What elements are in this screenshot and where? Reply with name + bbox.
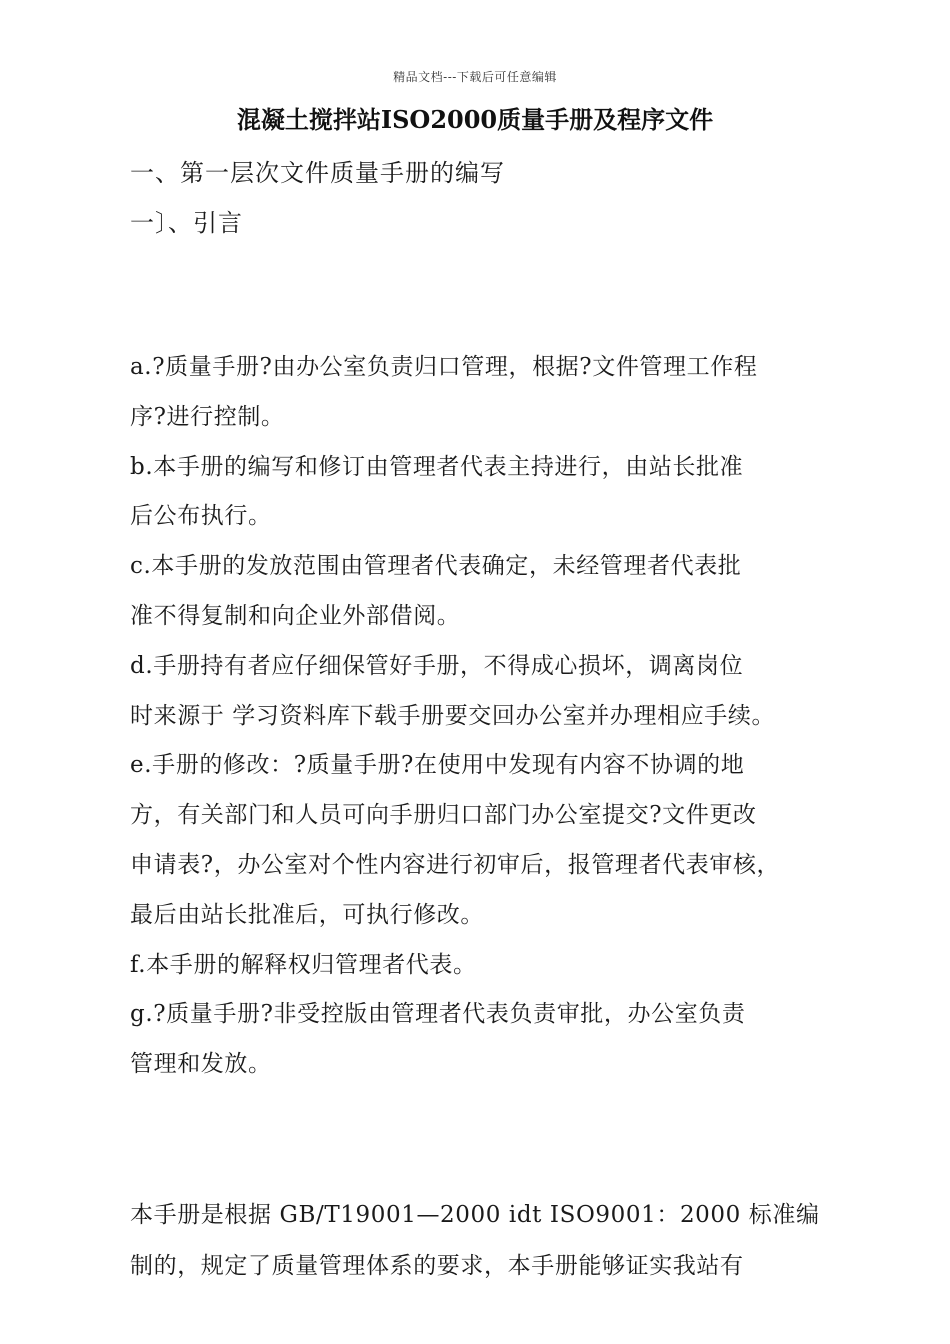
clause-line: 时来源于 学习资料库下载手册要交回办公室并办理相应手续。 bbox=[130, 702, 776, 729]
clause-line: 最后由站长批准后，可执行修改。 bbox=[130, 901, 484, 928]
clause-line: 管理和发放。 bbox=[130, 1051, 272, 1078]
clause-line: 准不得复制和向企业外部借阅。 bbox=[130, 602, 461, 629]
clause-c bbox=[130, 542, 830, 642]
section-heading-level2: 一〕、引言 bbox=[130, 209, 243, 237]
clause-line: c.本手册的发放范围由管理者代表确定，未经管理者代表批 bbox=[130, 553, 742, 580]
clause-f bbox=[130, 941, 830, 991]
intro-paragraph bbox=[130, 1190, 830, 1292]
clause-line: 方，有关部门和人员可向手册归口部门办公室提交?文件更改 bbox=[130, 802, 757, 829]
clause-line: f.本手册的解释权归管理者代表。 bbox=[130, 951, 477, 978]
clause-line: a.?质量手册?由办公室负责归口管理，根据?文件管理工作程 bbox=[130, 354, 758, 380]
clause-line: d.手册持有者应仔细保管好手册，不得成心损坏，调离岗位 bbox=[130, 652, 744, 679]
header-note: 精品文档---下载后可任意编辑 bbox=[393, 70, 557, 84]
clause-line: b.本手册的编写和修订由管理者代表主持进行，由站长批准 bbox=[130, 453, 744, 480]
clause-line: e.手册的修改：?质量手册?在使用中发现有内容不协调的地 bbox=[130, 752, 745, 779]
clause-line: 申请表?，办公室对个性内容进行初审后，报管理者代表审核， bbox=[130, 851, 781, 878]
section-heading-level1: 一、第一层次文件质量手册的编写 bbox=[130, 159, 505, 187]
clause-list bbox=[130, 343, 830, 1090]
document-title: 混凝土搅拌站ISO2000质量手册及程序文件 bbox=[236, 105, 714, 134]
clause-line: 后公布执行。 bbox=[130, 503, 272, 530]
clause-line: 序?进行控制。 bbox=[130, 403, 285, 430]
clause-a bbox=[130, 343, 830, 443]
clause-e bbox=[130, 741, 830, 940]
paragraph-line: 制的，规定了质量管理体系的要求，本手册能够证实我站有 bbox=[130, 1253, 744, 1279]
clause-b bbox=[130, 443, 830, 543]
clause-line: g.?质量手册?非受控版由管理者代表负责审批，办公室负责 bbox=[130, 1001, 746, 1028]
paragraph-line: 本手册是根据 GB/T19001—2000 idt ISO9001：2000 标准编 bbox=[130, 1202, 820, 1228]
clause-d bbox=[130, 642, 830, 742]
clause-g bbox=[130, 990, 830, 1090]
